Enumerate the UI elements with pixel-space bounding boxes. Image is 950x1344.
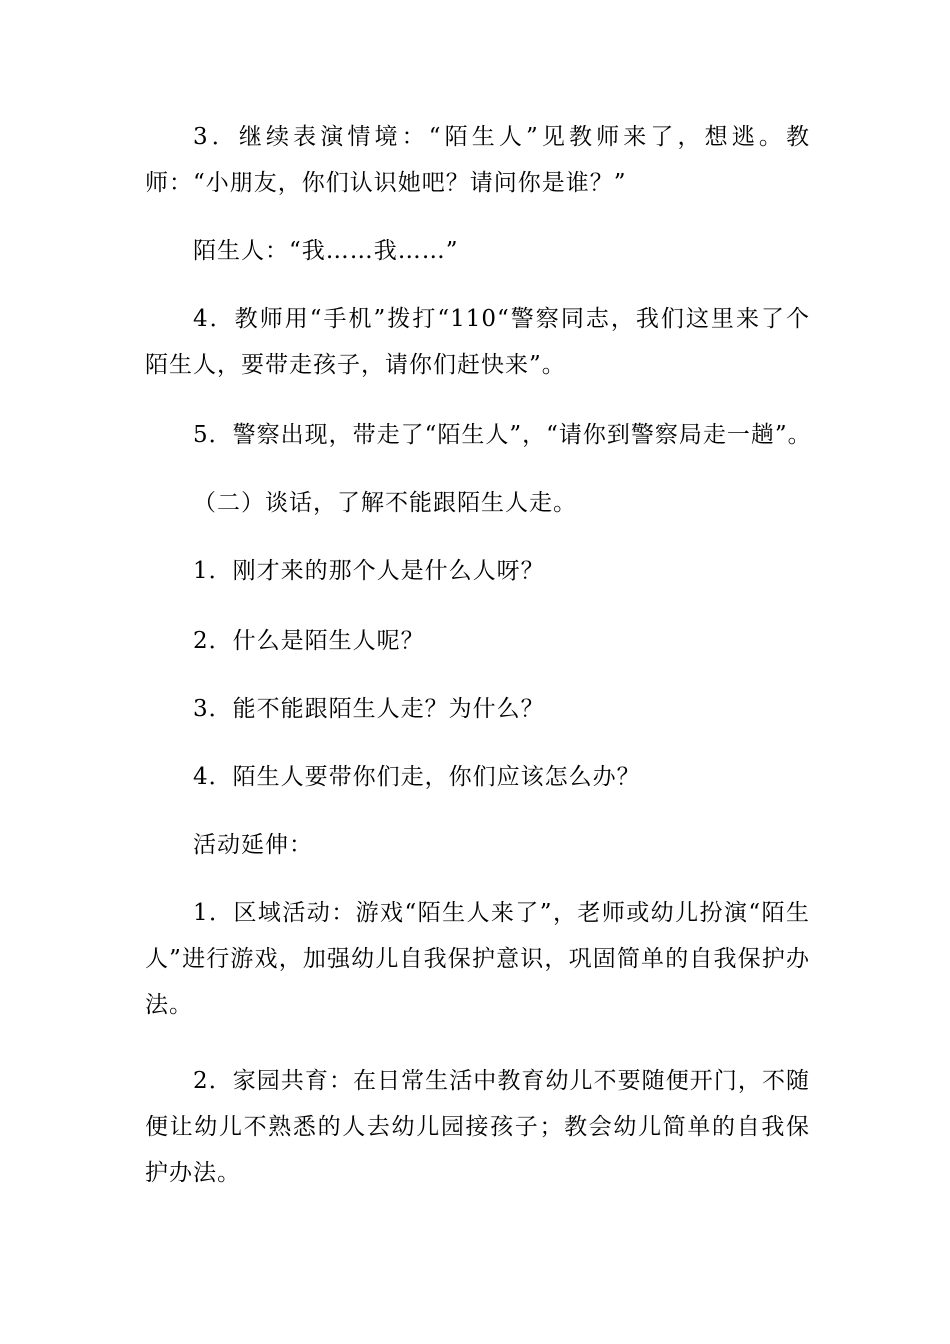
paragraph-teacher-calls: 4．教师用“手机”拨打“110“警察同志，我们这里来了个陌生人，要带走孩子，请你们赶快来”。 (145, 306, 810, 378)
paragraph-performance-scene: 3．继续表演情境：“陌生人”见教师来了，想逃。教师：“小朋友，你们认识她吧？请问你是谁？” (145, 124, 810, 196)
question-item-2: 2．什么是陌生人呢？ (193, 628, 425, 654)
paragraph-stranger-reply: 陌生人：“我……我……” (193, 238, 459, 264)
question-item-3: 3．能不能跟陌生人走？为什么？ (193, 696, 545, 722)
extension-item-2: 2．家园共育：在日常生活中教育幼儿不要随便开门，不随便让幼儿不熟悉的人去幼儿园接孩子；教会幼儿简单的自我保护办法。 (145, 1068, 810, 1186)
section-heading-talk: （二）谈话，了解不能跟陌生人走。 (193, 490, 577, 516)
section-heading-extension: 活动延伸： (193, 832, 313, 858)
extension-item-1: 1．区域活动：游戏“陌生人来了”，老师或幼儿扮演“陌生人”进行游戏，加强幼儿自我保护意识，巩固简单的自我保护办法。 (145, 900, 810, 1018)
question-item-1: 1．刚才来的那个人是什么人呀？ (193, 558, 545, 584)
question-item-4: 4．陌生人要带你们走，你们应该怎么办？ (193, 764, 641, 790)
paragraph-police-appear: 5．警察出现，带走了“陌生人”，“请你到警察局走一趟”。 (193, 422, 812, 448)
